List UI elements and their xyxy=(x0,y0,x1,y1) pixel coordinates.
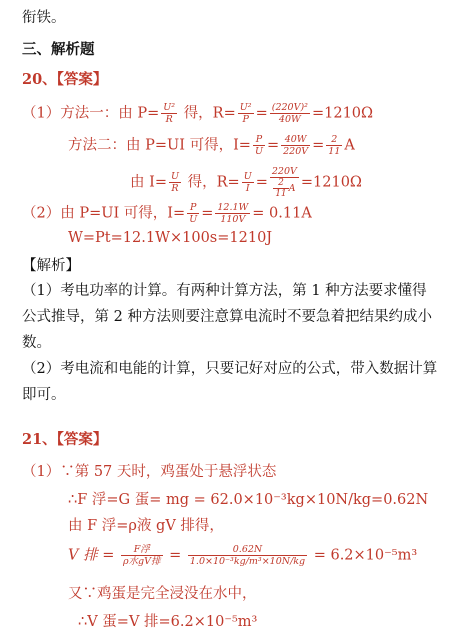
q21-line4-result: = 6.2×10⁻⁵m³ xyxy=(313,547,418,564)
m1-mid: 得，R= xyxy=(183,105,236,122)
q20-method2-cont xyxy=(130,166,362,199)
fraction: $\frac{U}{R}$ xyxy=(171,171,180,194)
fraction: $\frac{U}{I}$ xyxy=(243,171,252,194)
q21-line4 xyxy=(68,544,417,567)
q21-heading: 21、【答案】 xyxy=(22,431,108,448)
m3-result: =1210Ω xyxy=(300,174,362,191)
equals: = xyxy=(102,547,115,564)
q20-heading: 20、【答案】 xyxy=(22,71,108,88)
q21-line1: （1）∵第 57 天时，鸡蛋处于悬浮状态 xyxy=(22,464,277,480)
v-displaced: V 排 xyxy=(68,547,98,564)
m2-prefix: 方法二：由 P=UI 可得，I= xyxy=(68,137,251,154)
section-heading: 三、解析题 xyxy=(22,41,95,58)
q20-energy: W=Pt=12.1W×100s=1210J xyxy=(68,230,273,246)
q21-line6: ∴V 蛋=V 排=6.2×10⁻⁵m³ xyxy=(78,614,258,630)
analysis-heading: 【解析】 xyxy=(22,258,80,274)
q21-line5: 又∵鸡蛋是完全浸没在水中， xyxy=(68,586,257,602)
equals: = xyxy=(255,105,268,122)
equals: = xyxy=(255,174,268,191)
fraction: $\frac{\text{F浮}}{\text{ρ水gV排}}$ xyxy=(122,544,161,567)
fraction: $\frac{\text{(220V)²}}{40W}$ xyxy=(271,102,308,125)
fraction: $\frac{0.62N}{\text{1.0×10⁻³kg/m³×10N/kg}}$ xyxy=(189,544,306,567)
analysis-para1: （1）考电功率的计算。有两种计算方法，第 1 种方法要求懂得公式推导，第 2 种方法则要注意算电流时不要急着把结果约成小数。 xyxy=(22,283,432,351)
p2-result: = 0.11A xyxy=(252,205,312,222)
unit: A xyxy=(344,137,355,154)
q21-line2: ∴F 浮=G 蛋= mg = 62.0×10⁻³kg×10N/kg=0.62N xyxy=(68,492,429,508)
equals: = xyxy=(266,137,280,154)
q21-line3: 由 F 浮=ρ液 gV 排得， xyxy=(68,518,224,534)
q20-method2 xyxy=(68,134,355,157)
fraction: $\frac{P}{U}$ xyxy=(189,202,198,225)
p2-prefix: （2）由 P=UI 可得，I= xyxy=(22,205,186,222)
fraction: $\frac{2}{11}$ xyxy=(328,134,341,157)
text-top: 衔铁。 xyxy=(22,10,66,26)
m1-prefix: （1）方法一：由 P= xyxy=(22,105,160,122)
equals: = xyxy=(169,547,182,564)
fraction: $\frac{\text{U²}}{P}$ xyxy=(239,102,252,125)
equals: = xyxy=(201,205,214,222)
equals: = xyxy=(312,137,325,154)
m1-result: =1210Ω xyxy=(311,105,374,122)
q20-part2 xyxy=(22,202,312,225)
q20-method1 xyxy=(22,102,373,125)
analysis-para2: （2）考电流和电能的计算，只要记好对应的公式，带入数据计算即可。 xyxy=(22,361,438,403)
m3-mid: 得，R= xyxy=(187,174,240,191)
m3-prefix: 由 I= xyxy=(130,174,167,191)
fraction: $\frac{P}{U}$ xyxy=(254,134,263,157)
fraction: $\frac{\text{U²}}{R}$ xyxy=(163,102,176,125)
fraction: $\frac{40W}{220V}$ xyxy=(283,134,309,157)
fraction: $\frac{12.1W}{110V}$ xyxy=(217,202,249,225)
fraction: 220V $\frac{2}{11}$ A xyxy=(271,166,297,199)
